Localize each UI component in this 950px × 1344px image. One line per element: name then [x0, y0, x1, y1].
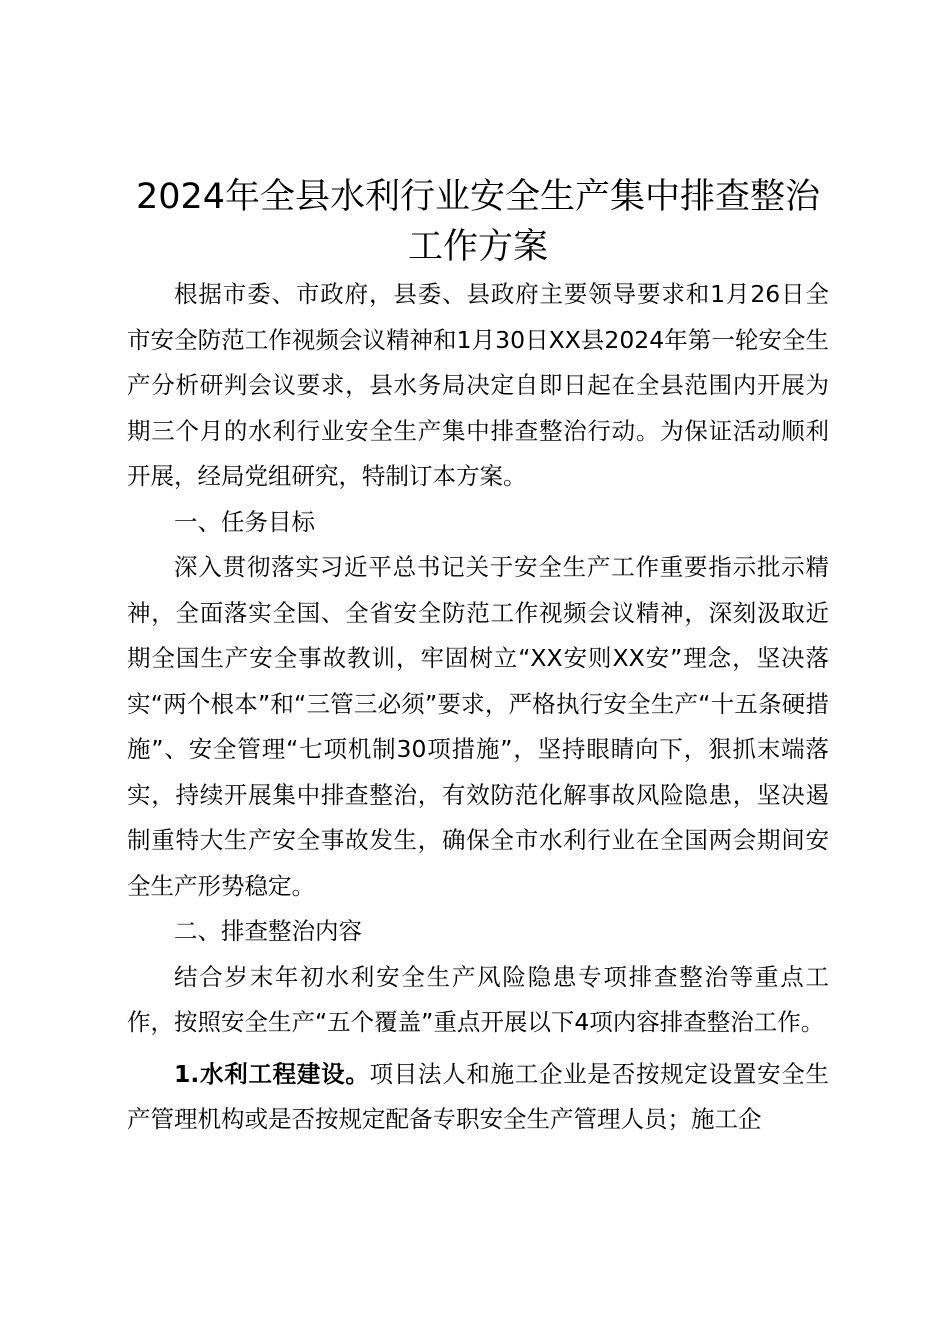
section-2-heading: 二、排查整治内容 — [174, 917, 362, 945]
document-content — [127, 172, 829, 1143]
intro-paragraph: 根据市委、市政府，县委、县政府主要领导要求和1月26日全市安全防范工作视频会议精神和1月30日XX县2024年第一轮安全生产分析研判会议要求，县水务局决定自即日起在全县范围内开展为期三个月的水利行业安全生产集中排查整治行动。为保证活动顺利开展，经局党组研究，特制订本方案。 — [127, 280, 829, 490]
document-title — [127, 172, 829, 272]
title-line-2: 工作方案 — [407, 227, 548, 267]
title-line-1: 2024年全县水利行业安全生产集中排查整治 — [135, 177, 821, 217]
section-2-paragraph: 结合岁末年初水利安全生产风险隐患专项排查整治等重点工作，按照安全生产“五个覆盖”重点开展以下4项内容排查整治工作。 — [127, 962, 829, 1036]
item-1-paragraph — [127, 1052, 829, 1143]
item-1-lead: 1.水利工程建设。 — [174, 1059, 370, 1088]
item-1-body: 项目法人和施工企业是否按规定设置安全生产管理机构或是否按规定配备专职安全生产管理人员；施工企 — [127, 1059, 830, 1133]
section-1-heading: 一、任务目标 — [174, 507, 315, 536]
section-1-paragraph: 深入贯彻落实习近平总书记关于安全生产工作重要指示批示精神，全面落实全国、全省安全防范工作视频会议精神，深刻汲取近期全国生产安全事故教训，牢固树立“XX安则XX安”理念，坚决落实“两个根本”和“三管三必须”要求，严格执行安全生产“十五条硬措施”、安全管理“七项机制30项措施”，坚持眼睛向下，狠抓末端落实，持续开展集中排查整治，有效防范化解事故风险隐患，坚决遏制重特大生产安全事故发生，确保全市水利行业在全国两会期间安全生产形势稳定。 — [127, 553, 829, 900]
